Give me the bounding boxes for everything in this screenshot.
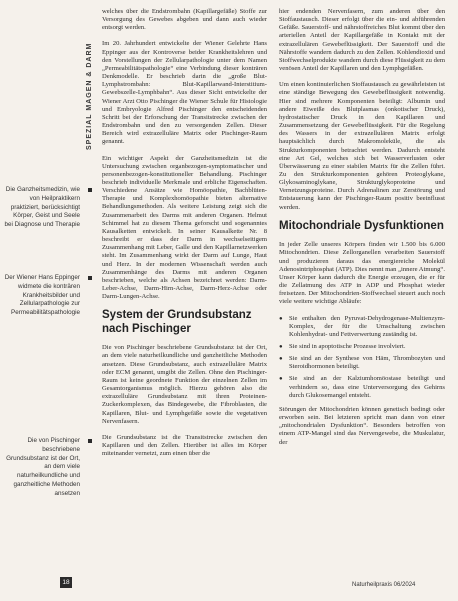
paragraph: Die von Pischinger beschriebene Grundsubstanz ist der Ort, an dem viele naturheilkundliche und ganzheitliche Methoden ansetzen. Diese Grundsubstanz, auch extrazelluläre Matrix oder ECM genannt, umgibt die Zellen. Ohne den Pischinger-Raum ist keine geordnete Funktion der einzelnen Zellen im Gesamtorganismus möglich. Hierzu gehören also die extrazelluläre Grundsubstanz mit ihren Proteinen-Zuckerkomplexen, das Bindegewebe, die Fibroblasten, die Kapillaren, Blut- und Lymphgefäße sowie die vegetativen Nervenfasern. <box>102 344 267 425</box>
section-label-vertical: SPEZIAL MAGEN & DARM <box>86 42 93 150</box>
text-column-right <box>279 8 445 576</box>
sidenote-eppinger: Der Wiener Hans Eppinger widmete die konträren Krankheitsbilder und Zellularpathologie zur Permeabilitätspathologie <box>4 274 80 317</box>
list-item: ● Sie sind an der Kalziumhomöostase beteiligt und verhindern so, dass eine Unterversorgung des Gehirns durch Glukosemangel entsteht. <box>279 375 445 399</box>
sidenote-ganzheitsmedizin: Die Ganzheitsmedizin, wie von Heilpraktikern praktiziert, berücksichtigt Körper, Geist und Seele bei Diagnose und Therapie <box>4 186 80 229</box>
paragraph: welches über die Endstrombahn (Kapillargefäße) Stoffe zur Versorgung des Gewebes abgeben und dann auch wieder entsorgt werden. <box>102 8 267 32</box>
sidenote-marker <box>88 276 92 280</box>
paragraph: In jeder Zelle unseres Körpers finden wir 1.500 bis 6.000 Mitochondrien. Diese Zellorganellen verarbeiten Sauerstoff und produzieren daraus das energiereiche Molekül Adenosintriphosphat (ATP). Dies nennt man „innere Atmung“. Unser Körper kann dadurch die Energie erzeugen, die er für die Zellatmung des ATP in ADP und Phosphat wieder freisetzen. Der Mitochondrien-Stoffwechsel steuert auch noch viele weitere wichtige Abläufe: <box>279 241 445 306</box>
sidenote-marker <box>88 439 92 443</box>
paragraph: Störungen der Mitochondrien können genetisch bedingt oder erworben sein. Bei letzteren spricht man dann von einer „mitochondrialen Dysfunktion“. Besonders betroffen von einem ATP-Mangel sind das Nervengewebe, die Muskulatur, der <box>279 405 445 446</box>
sidenote-grundsubstanz: Die von Pischinger beschriebene Grundsubstanz ist der Ort, an dem viele naturheilkundliche und ganzheitliche Methoden ansetzen <box>6 437 80 497</box>
section-heading-grundsubstanz: System der Grundsubstanz nach Pischinger <box>102 309 252 335</box>
page-number: 18 <box>60 577 72 588</box>
list-item: ● Sie sind an der Synthese von Häm, Thrombozyten und Steroidhormonen beteiligt. <box>279 355 445 371</box>
paragraph: Um einen kontinuierlichen Stoffaustausch zu gewährleisten ist eine ständige Bewegung des Gewebeflüssigkeit notwendig. Hier sind mehrere Komponenten beteiligt: Albumin und andere Eiweiße des Blutplasmas (onkotischer Druck), hydrostatischer Druck in den Kapillaren und Zusammensetzung der Gewebeflüssigkeit. Für die Regelung des Wassers in der extrazellulären Matrix erfolgt hauptsächlich durch Makromoleküle, die als Strukturkomponenten betrachtet werden. Dadurch entsteht eine Art Gel, welches sich bei Wasserverlusten oder Überwässerung zu einer stabilen Matrix für die Zellen führt. Zu den Strukturkomponenten gehören Proteoglykane, Glykosaminoglykane, Strukturglykoproteine und Vernetzungsproteine. Durch Adrenalinen zur Zerstörung und Entstauerung kann der Pischinger-Raum positiv beeinflusst werden. <box>279 81 445 211</box>
list-item: ● Sie sind in apoptotische Prozesse involviert. <box>279 343 445 351</box>
paragraph: Die Grundsubstanz ist die Transitstrecke zwischen den Kapillaren und den Zellen. Hierüber ist alles im Körper miteinander vernetzt, zum einen über die <box>102 433 267 458</box>
paragraph: hier endenden Nervenfasern, zum anderen über den Stoffaustausch. Dieser erfolgt über die ein- und abführenden Gefäße. Sauerstoff- und nährstoffreiches Blut kommt über den arteriellen Anteil der Kapillargefäße in Kontakt mit der extrazellulären Gewebeflüssigkeit. Der Sauerstoff und die Nährstoffe wandern dadurch zu den Zellen. Kohlendioxid und Stoffwechselprodukte wandern durch diese Flüssigkeit zu dem venösen Anteil der Kapillaren und den Lymphgefäßen. <box>279 8 445 73</box>
text-column-left <box>102 8 267 573</box>
sidenote-marker <box>88 188 92 192</box>
list-item: ● Sie enthalten den Pyruvat-Dehydrogenase-Multienzym-Komplex, der für die Umschaltung zwischen Kohlenhydrat- und Fettverwertung zuständig ist. <box>279 315 445 339</box>
bullet-list <box>279 315 445 400</box>
paragraph: Im 20. Jahrhundert entwickelte der Wiener Gelehrte Hans Eppinger aus der Kontroverse beider Krankheitslehren und den Vorstellungen der Zellularpathologie unter dem Namen „Permeabilitätspathologie“ eine Verbindung dieser konträren Denkmodelle. Er beschrieb darin die „große Blut-Lymphstrombahn: Blut-Kapillarwand-Interstitium-Gewebszelle-Lymphbahn“. Aus dieser Sicht entwickelte der Wiener Arzt Otto Pischinger die Wiener Schule für Histologie und Embryologie Alfred Pischinger den entscheidenden Schritt bei der Erforschung der Transitstrecke zwischen der Endstrombahn und den zu versorgenden Zellen. Dieser Bereich wird extrazelluläre Matrix oder Pischinger-Raum genannt. <box>102 40 267 146</box>
journal-footer: Naturheilpraxis 06/2024 <box>352 582 416 588</box>
section-heading-mitochondriale-dysfunktionen: Mitochondriale Dysfunktionen <box>279 219 444 232</box>
paragraph: Ein wichtiger Aspekt der Ganzheitsmedizin ist die Untersuchung zwischen organbezogen-symptomatischer und personenbezogen-konstitutioneller Behandlung. Pischinger beschrieb individuelle Merkmale und erbliche Eigenschaften. Verschiedene Ansätze wie Homöopathie, Bachblüten-Therapie und Komplexhomöopathie bieten alternative Behandlungsmethoden. Als weitere Leistung zeigt sich die Zusammenarbeit des Darms mit anderen Organen. Helmut Schimmel hat zu diesem Thema geforscht und sogenanntes Kausalketten entwickelt. In seiner Kausalkette Nr. 8 beschreibt er dass der Darm in wechselseitigem Zusammenhang mit Leber, Galle und den Kapillarnetzwerken steht. Im Zusammenhang wirkt der Darm auf Lunge, Haut und Herz. In der modernen Wissenschaft werden auch Zusammenhänge des Darms mit anderen Organen beschrieben, welche als Achsen bezeichnet werden: Darm-Leber-Achse, Darm-Hirn-Achse, Darm-Herz-Achse oder Darm-Lungen-Achse. <box>102 154 267 301</box>
